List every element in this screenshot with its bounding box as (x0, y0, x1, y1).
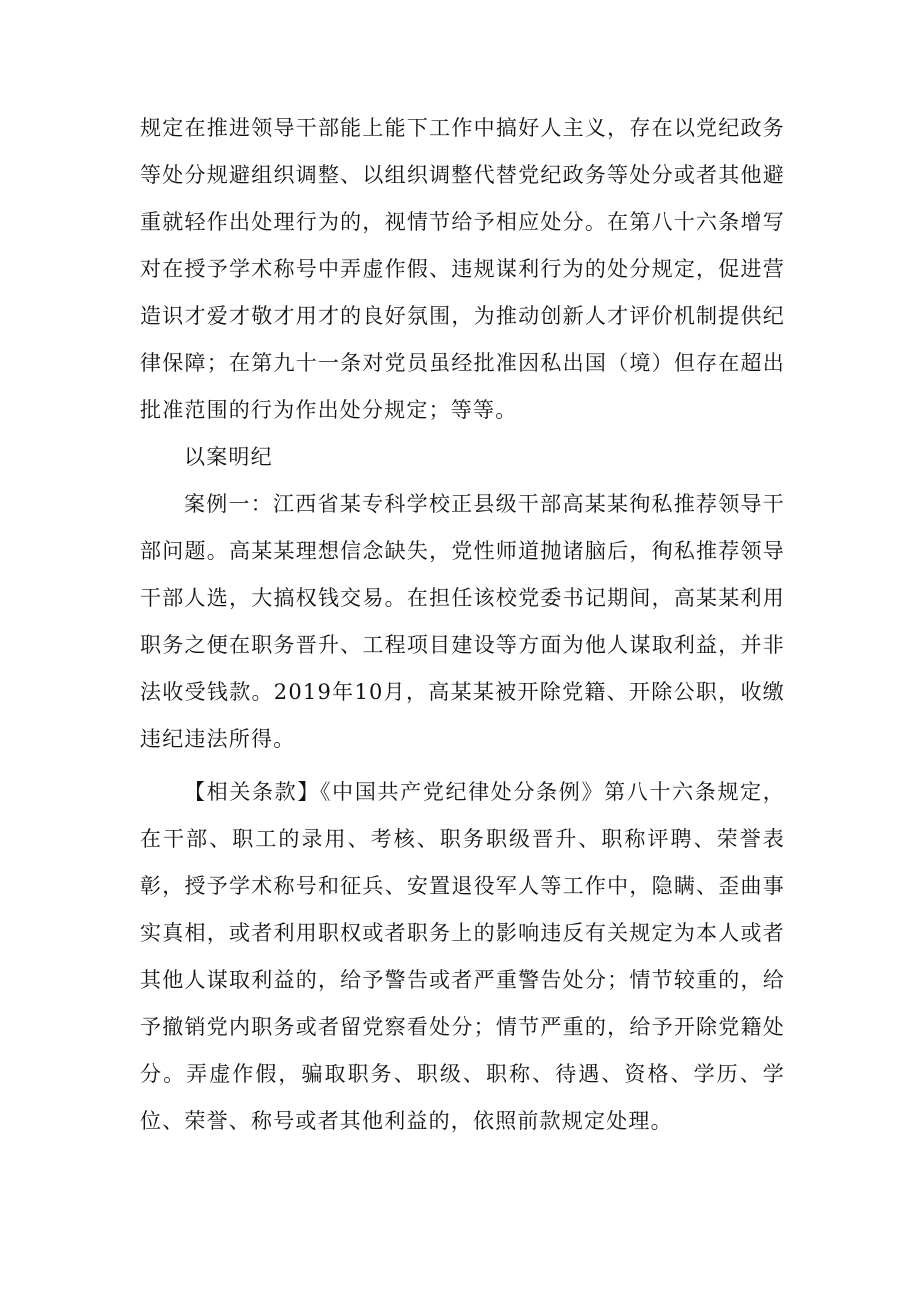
document-body (140, 105, 785, 1145)
paragraph-continued: 规定在推进领导干部能上能下工作中搞好人主义，存在以党纪政务等处分规避组织调整、以组织调整代替党纪政务等处分或者其他避重就轻作出处理行为的，视情节给予相应处分。在第八十六条增写对在授予学术称号中弄虚作假、违规谋利行为的处分规定，促进营造识才爱才敬才用才的良好氛围，为推动创新人才评价机制提供纪律保障；在第九十一条对党员虽经批准因私出国（境）但存在超出批准范围的行为作出处分规定；等等。 (140, 116, 785, 422)
paragraph-related-clause: 【相关条款】《中国共产党纪律处分条例》第八十六条规定，在干部、职工的录用、考核、职务职级晋升、职称评聘、荣誉表彰，授予学术称号和征兵、安置退役军人等工作中，隐瞒、歪曲事实真相，或者利用职权或者职务上的影响违反有关规定为本人或者其他人谋取利益的，给予警告或者严重警告处分；情节较重的，给予撤销党内职务或者留党察看处分；情节严重的，给予开除党籍处分。弄虚作假，骗取职务、职级、职称、待遇、资格、学历、学位、荣誉、称号或者其他利益的，依照前款规定处理。 (140, 780, 785, 1133)
paragraph-case-one: 案例一：江西省某专科学校正县级干部高某某徇私推荐领导干部问题。高某某理想信念缺失，党性师道抛诸脑后，徇私推荐领导干部人选，大搞权钱交易。在担任该校党委书记期间，高某某利用职务之便在职务晋升、工程项目建设等方面为他人谋取利益，并非法收受钱款。2019年10月，高某某被开除党籍、开除公职，收缴违纪违法所得。 (140, 492, 785, 751)
section-heading: 以案明纪 (184, 445, 273, 469)
